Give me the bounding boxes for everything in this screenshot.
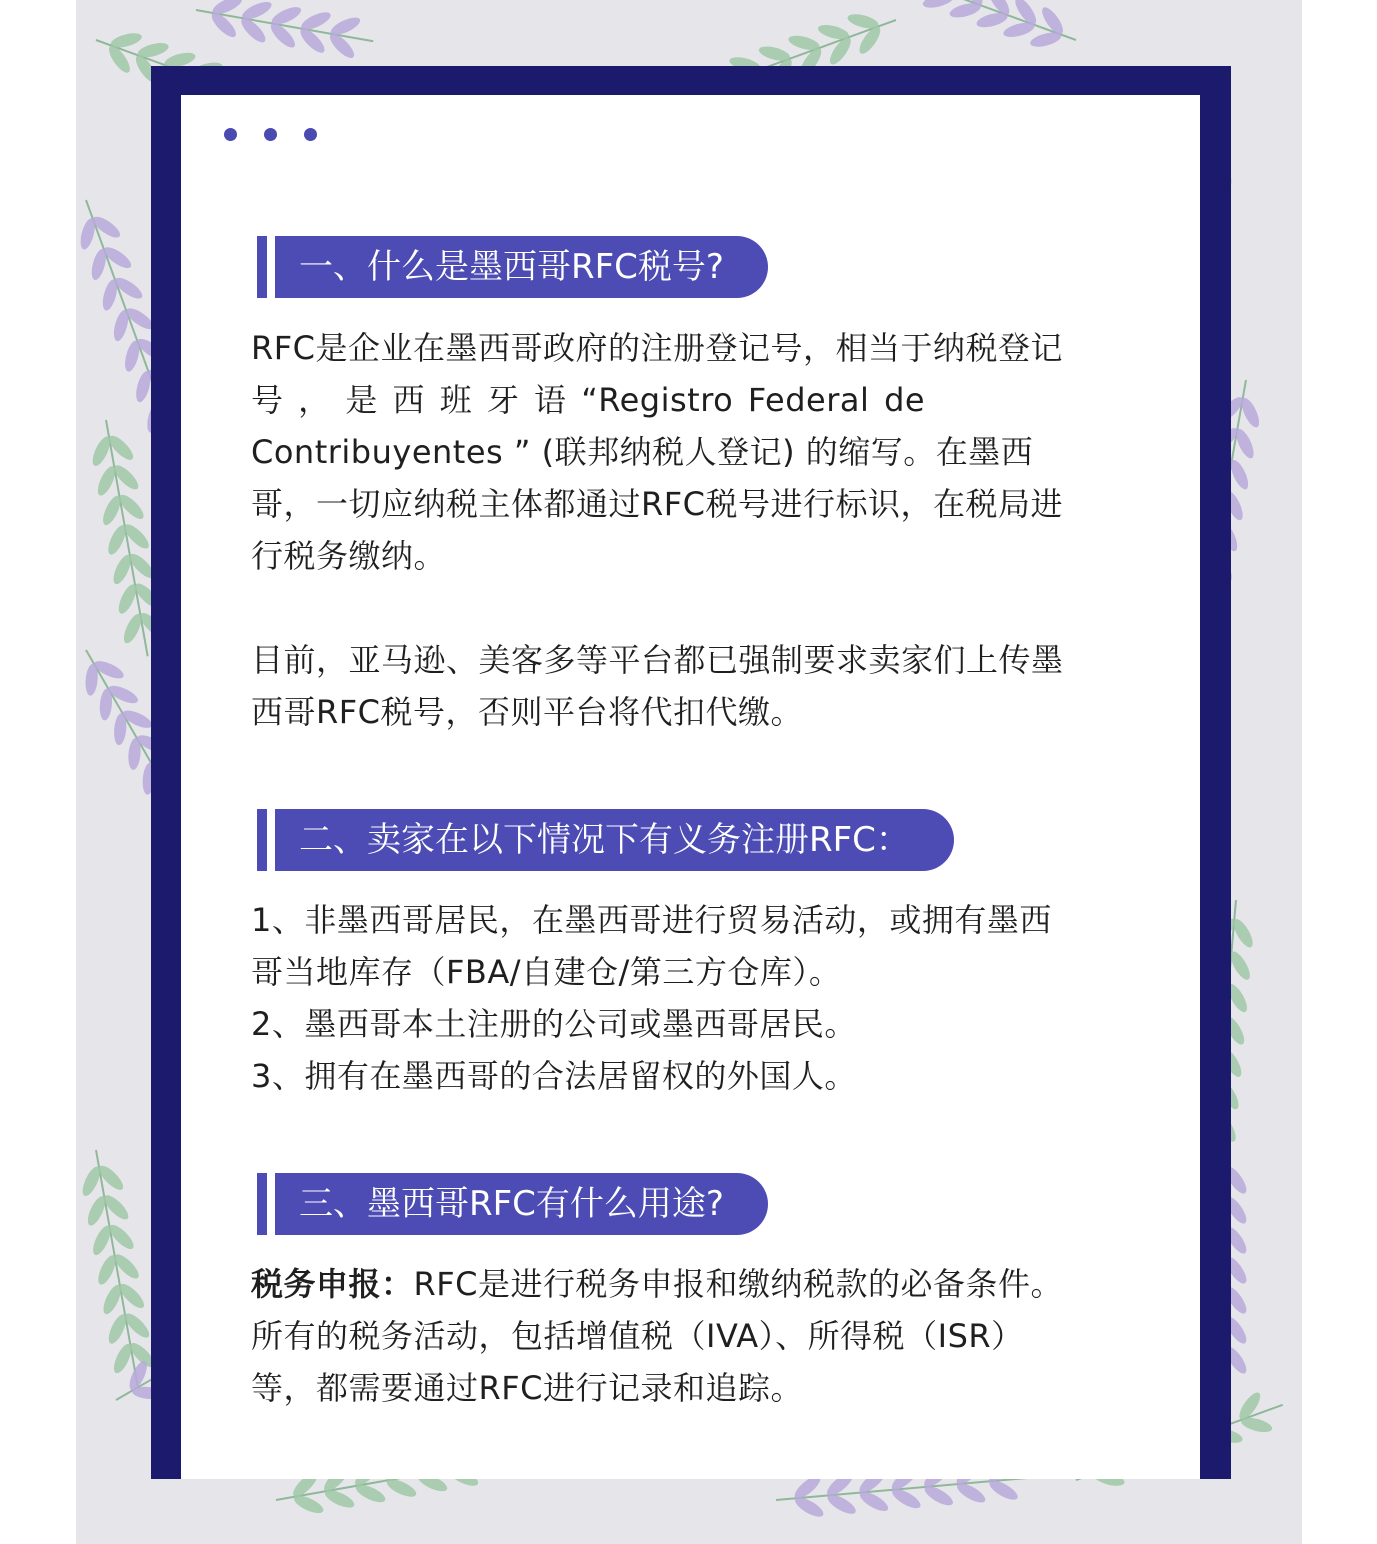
text-line: 目前，亚马逊、美客多等平台都已强制要求卖家们上传墨 bbox=[251, 641, 1064, 679]
decor-dot-icon bbox=[304, 128, 317, 141]
section-2-list bbox=[251, 894, 1131, 1102]
bold-label: 税务申报： bbox=[251, 1265, 414, 1303]
text-line: Contribuyentes ” (联邦纳税人登记) 的缩写。在墨西 bbox=[251, 433, 1034, 471]
decor-dot-icon bbox=[224, 128, 237, 141]
text-line: RFC是企业在墨西哥政府的注册登记号，相当于纳税登记 bbox=[251, 329, 1063, 367]
leaf-sprig-icon bbox=[192, 0, 378, 65]
heading-label: 三、墨西哥RFC有什么用途? bbox=[275, 1173, 768, 1235]
heading-accent-bar bbox=[257, 809, 267, 871]
list-item: 1、非墨西哥居民，在墨西哥进行贸易活动，或拥有墨西 bbox=[251, 901, 1052, 939]
text-line: 等，都需要通过RFC进行记录和追踪。 bbox=[251, 1369, 803, 1407]
leaf-sprig-icon bbox=[76, 1146, 161, 1391]
heading-label: 一、什么是墨西哥RFC税号? bbox=[275, 236, 768, 298]
text-line bbox=[251, 1258, 1131, 1310]
text-span: RFC是进行税务申报和缴纳税款的必备条件。 bbox=[413, 1265, 1064, 1303]
text-line: 所有的税务活动，包括增值税（IVA）、所得税（ISR） bbox=[251, 1317, 1024, 1355]
text-line: 西哥RFC税号，否则平台将代扣代缴。 bbox=[251, 693, 803, 731]
decor-dot-icon bbox=[264, 128, 277, 141]
text-line: 号 ， 是 西 班 牙 语 “Registro Federal de bbox=[251, 381, 926, 419]
heading-accent-bar bbox=[257, 1173, 267, 1235]
text-line: 行税务缴纳。 bbox=[251, 537, 447, 575]
list-item: 哥当地库存（FBA/自建仓/第三方仓库）。 bbox=[251, 953, 842, 991]
leaf-sprig-icon bbox=[880, 0, 1084, 63]
heading-accent-bar bbox=[257, 236, 267, 298]
list-item: 2、墨西哥本土注册的公司或墨西哥居民。 bbox=[251, 1005, 857, 1043]
section-1-paragraph-1 bbox=[251, 322, 1131, 582]
heading-label: 二、卖家在以下情况下有义务注册RFC： bbox=[275, 809, 954, 871]
section-1-paragraph-2 bbox=[251, 634, 1131, 738]
list-item: 3、拥有在墨西哥的合法居留权的外国人。 bbox=[251, 1057, 857, 1095]
section-3-paragraph bbox=[251, 1258, 1131, 1414]
text-line: 哥，一切应纳税主体都通过RFC税号进行标识，在税局进 bbox=[251, 485, 1063, 523]
